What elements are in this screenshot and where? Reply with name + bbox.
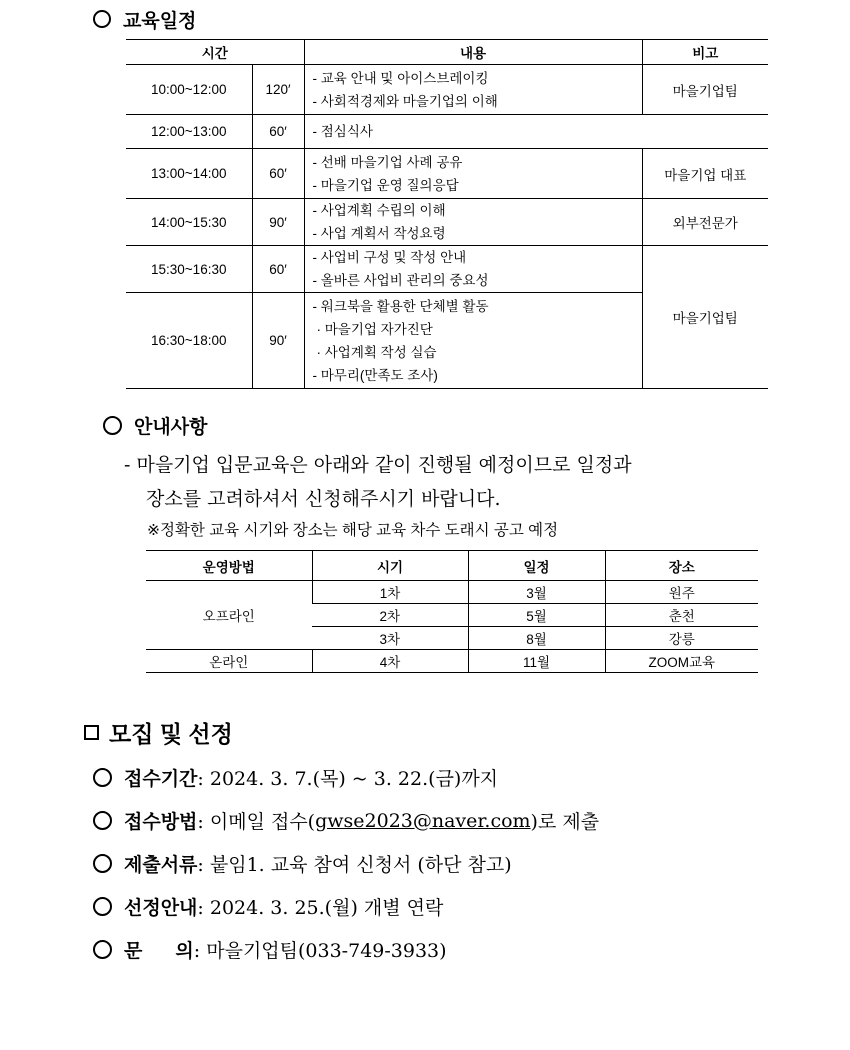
recruit-value-suffix: )로 제출 [530,811,600,833]
notice-heading [103,411,207,439]
table-row [126,199,768,246]
content-item: - 사업비 구성 및 작성 안내 [312,250,467,265]
recruit-title: 모집 및 선정 [109,720,233,747]
content-cell [304,115,768,149]
note-cell: 마을기업 대표 [642,149,768,199]
circle-bullet-icon [93,10,111,28]
table-row [126,65,768,115]
content-item: - 워크북을 활용한 단체별 활동 [312,298,489,314]
content-item: · 사업계획 작성 실습 [316,344,437,360]
place-cell: 춘천 [605,604,758,627]
recruit-item-method [93,807,599,834]
circle-bullet-icon [93,940,112,959]
recruit-heading [84,716,233,748]
schedule-header-row [126,40,768,65]
recruit-label: 접수방법 [124,811,198,833]
circle-bullet-icon [93,811,112,830]
content-cell [304,246,642,293]
table-row [126,246,768,293]
place-cell: 원주 [605,581,758,604]
place-cell: 강릉 [605,627,758,650]
note-cell: 마을기업팀 [642,246,768,389]
duration-cell: 60′ [252,115,304,149]
content-cell [304,293,642,389]
content-item: - 올바른 사업비 관리의 중요성 [312,273,489,288]
header-month: 일정 [468,551,605,581]
circle-bullet-icon [93,897,112,916]
content-cell [304,149,642,199]
notice-remark: ※정확한 교육 시기와 장소는 해당 교육 차수 도래시 공고 예정 [147,522,559,539]
recruit-label: 선정안내 [124,897,198,919]
duration-cell: 60′ [252,246,304,293]
circle-bullet-icon [93,768,112,787]
schedule-heading [93,6,196,32]
table-row [146,581,758,604]
recruit-value: : 붙임1. 교육 참여 신청서 (하단 참고) [197,854,512,876]
email-link[interactable]: gwse2023@naver.com [315,809,531,832]
content-cell [304,65,642,115]
operation-table [146,550,758,673]
content-item: - 마무리(만족도 조사) [312,367,438,383]
content-item: · 마을기업 자가진단 [316,321,433,337]
time-cell: 15:30~16:30 [126,246,252,293]
recruit-value: : 2024. 3. 7.(목) ~ 3. 22.(금)까지 [197,768,499,790]
content-item: - 점심식사 [312,124,373,139]
month-cell: 3월 [468,581,605,604]
time-cell: 16:30~18:00 [126,293,252,389]
duration-cell: 60′ [252,149,304,199]
table-row [126,149,768,199]
recruit-value: : 마을기업팀(033-749-3933) [193,940,447,962]
place-cell: ZOOM교육 [605,650,758,673]
recruit-item-documents [93,850,512,877]
month-cell: 11월 [468,650,605,673]
method-cell-online: 온라인 [146,650,312,673]
note-cell: 마을기업팀 [642,65,768,115]
header-place: 장소 [605,551,758,581]
round-cell: 4차 [312,650,468,673]
notice-text-line1: - 마을기업 입문교육은 아래와 같이 진행될 예정이므로 일정과 [124,454,632,476]
method-cell-offline: 오프라인 [146,581,312,650]
recruit-item-period [93,764,498,791]
duration-cell: 90′ [252,293,304,389]
header-round: 시기 [312,551,468,581]
header-time: 시간 [126,40,304,65]
round-cell: 3차 [312,627,468,650]
header-note: 비고 [642,40,768,65]
schedule-table [126,39,768,389]
ops-header-row [146,551,758,581]
recruit-label: 문 의 [124,940,194,962]
round-cell: 1차 [312,581,468,604]
recruit-value: : 2024. 3. 25.(월) 개별 연락 [197,897,444,919]
duration-cell: 120′ [252,65,304,115]
recruit-item-contact [93,936,447,963]
schedule-title: 교육일정 [123,9,197,32]
time-cell: 13:00~14:00 [126,149,252,199]
recruit-label: 접수기간 [124,768,198,790]
circle-bullet-icon [103,416,122,435]
recruit-value-prefix: : 이메일 접수( [197,811,316,833]
content-item: - 사회적경제와 마을기업의 이해 [312,93,498,109]
table-row [146,650,758,673]
round-cell: 2차 [312,604,468,627]
duration-cell: 90′ [252,199,304,246]
notice-title: 안내사항 [134,415,208,438]
time-cell: 14:00~15:30 [126,199,252,246]
recruit-item-selection [93,893,443,920]
content-item: - 교육 안내 및 아이스브레이킹 [312,70,489,86]
recruit-label: 제출서류 [124,854,198,876]
notice-text-line2: 장소를 고려하셔서 신청해주시기 바랍니다. [146,488,501,510]
content-item: - 선배 마을기업 사례 공유 [312,154,463,170]
month-cell: 5월 [468,604,605,627]
circle-bullet-icon [93,854,112,873]
content-cell [304,199,642,246]
note-cell: 외부전문가 [642,199,768,246]
header-method: 운영방법 [146,551,312,581]
month-cell: 8월 [468,627,605,650]
time-cell: 12:00~13:00 [126,115,252,149]
table-row [126,115,768,149]
content-item: - 마을기업 운영 질의응답 [312,177,459,193]
content-item: - 사업 계획서 작성요령 [312,226,446,241]
content-item: - 사업계획 수립의 이해 [312,203,446,218]
header-content: 내용 [304,40,642,65]
square-bullet-icon [84,725,99,740]
time-cell: 10:00~12:00 [126,65,252,115]
